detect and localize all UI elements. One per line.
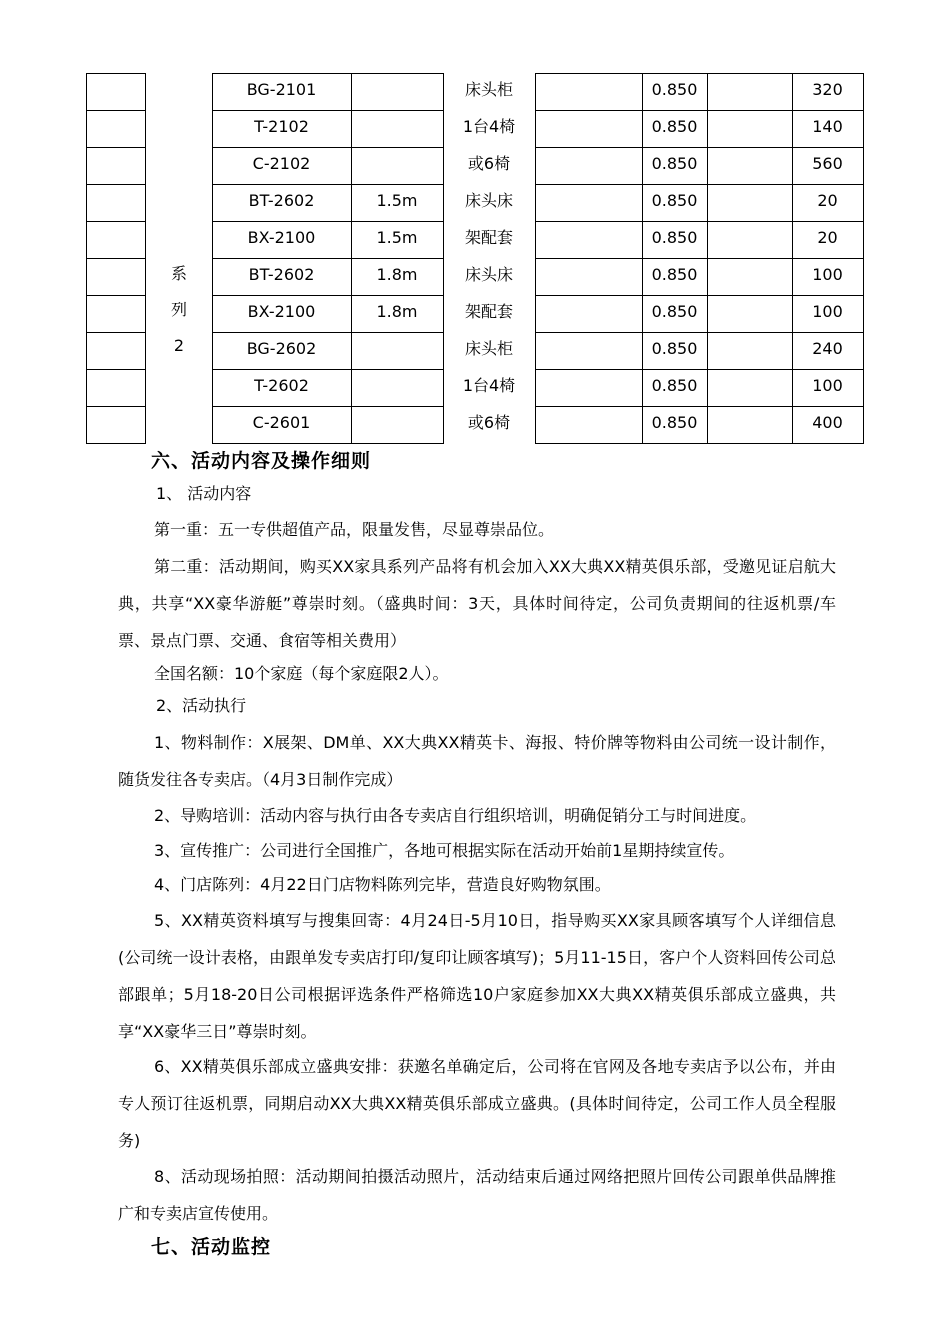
table-cell-desc: 1台4椅 — [462, 117, 516, 136]
table-cell-discount: 0.850 — [651, 228, 698, 247]
table-cell-discount: 0.850 — [651, 376, 698, 395]
table-cell-desc: 架配套 — [464, 228, 513, 247]
table-cell-qty: 100 — [812, 265, 843, 284]
paragraph: 全国名额：10个家庭（每个家庭限2人）。 — [154, 664, 449, 683]
table-cell-model: BX-2100 — [247, 302, 316, 321]
table-cell-size: 1.5m — [376, 228, 418, 247]
paragraph: 第一重：五一专供超值产品，限量发售，尽显尊崇品位。 — [154, 520, 555, 539]
table-rule — [212, 369, 444, 370]
table-cell-model: BX-2100 — [247, 228, 316, 247]
table-cell-model: T-2602 — [254, 376, 309, 395]
subheading-execution: 2、活动执行 — [156, 696, 247, 715]
table-rule — [86, 73, 146, 74]
section-6-title: 六、活动内容及操作细则 — [151, 450, 372, 472]
paragraph: 1、物料制作：X展架、DM单、XX大典XX精英卡、海报、特价牌等物料由公司统一设计制作，随货发往各专卖店。（4月3日制作完成） — [118, 733, 836, 789]
table-rule — [86, 406, 146, 407]
table-rule — [86, 295, 146, 296]
table-cell-desc: 床头柜 — [464, 80, 513, 99]
table-cell-size: 1.5m — [376, 191, 418, 210]
paragraph: 第二重：活动期间，购买XX家具系列产品将有机会加入XX大典XX精英俱乐部，受邀见证启航大典，共享“XX豪华游艇”尊崇时刻。（盛典时间：3天，具体时间待定，公司负责期间的往返机票/车票、景点门票、交通、食宿等相关费用） — [118, 557, 836, 650]
paragraph: 8、活动现场拍照：活动期间拍摄活动照片，活动结束后通过网络把照片回传公司跟单供品牌推广和专卖店宣传使用。 — [118, 1167, 836, 1223]
table-cell-desc: 或6椅 — [467, 154, 511, 173]
table-rule — [535, 443, 864, 444]
table-rule — [86, 332, 146, 333]
table-cell-discount: 0.850 — [651, 413, 698, 432]
table-cell-discount: 0.850 — [651, 117, 698, 136]
table-cell-qty: 20 — [817, 228, 838, 247]
table-cell-model: BT-2602 — [248, 265, 315, 284]
table-rule — [535, 258, 864, 259]
table-rule — [535, 295, 864, 296]
table-cell-desc: 架配套 — [464, 302, 513, 321]
table-rule — [535, 221, 864, 222]
table-rule — [535, 369, 864, 370]
series-label-char: 系 — [170, 264, 187, 283]
table-cell-desc: 或6椅 — [467, 413, 511, 432]
paragraph: 5、XX精英资料填写与搜集回寄：4月24日-5月10日，指导购买XX家具顾客填写个人详细信息(公司统一设计表格，由跟单发专卖店打印/复印让顾客填写)；5月11-15日，客户个人资料回传公司总部跟单；5月18-20日公司根据评选条件严格筛选10户家庭参加XX大典XX精英俱乐部成立盛典，共享“XX豪华三日”尊崇时刻。 — [118, 911, 836, 1041]
table-cell-model: BT-2602 — [248, 191, 315, 210]
table-cell-qty: 140 — [812, 117, 843, 136]
subheading-content: 1、 活动内容 — [156, 484, 252, 503]
table-cell-qty: 100 — [812, 376, 843, 395]
paragraph: 6、XX精英俱乐部成立盛典安排：获邀名单确定后，公司将在官网及各地专卖店予以公布，并由专人预订往返机票，同期启动XX大典XX精英俱乐部成立盛典。(具体时间待定，公司工作人员全程服务) — [118, 1057, 836, 1150]
table-cell-model: C-2102 — [252, 154, 311, 173]
table-cell-size: 1.8m — [376, 265, 418, 284]
table-cell-qty: 560 — [812, 154, 843, 173]
table-cell-qty: 240 — [812, 339, 843, 358]
table-rule — [212, 221, 444, 222]
table-rule — [535, 406, 864, 407]
table-rule — [86, 147, 146, 148]
table-rule — [212, 147, 444, 148]
series-label-char: 列 — [170, 300, 187, 319]
table-rule — [212, 295, 444, 296]
table-cell-qty: 20 — [817, 191, 838, 210]
table-rule — [86, 221, 146, 222]
table-cell-desc: 床头床 — [464, 265, 513, 284]
series-label-char: 2 — [173, 336, 185, 355]
table-rule — [86, 258, 146, 259]
table-rule — [212, 184, 444, 185]
table-cell-model: BG-2602 — [246, 339, 317, 358]
table-rule — [535, 73, 864, 74]
table-rule — [86, 443, 146, 444]
table-cell-discount: 0.850 — [651, 80, 698, 99]
table-cell-qty: 400 — [812, 413, 843, 432]
table-rule — [535, 184, 864, 185]
table-cell-desc: 床头柜 — [464, 339, 513, 358]
table-rule — [535, 332, 864, 333]
table-cell-model: T-2102 — [254, 117, 309, 136]
table-rule — [212, 73, 444, 74]
table-cell-qty: 100 — [812, 302, 843, 321]
table-cell-discount: 0.850 — [651, 265, 698, 284]
section-7-title: 七、活动监控 — [151, 1236, 272, 1258]
paragraph: 2、导购培训：活动内容与执行由各专卖店自行组织培训，明确促销分工与时间进度。 — [154, 806, 757, 825]
paragraph: 4、门店陈列：4月22日门店物料陈列完毕，营造良好购物氛围。 — [154, 875, 611, 894]
table-cell-discount: 0.850 — [651, 302, 698, 321]
table-rule — [535, 147, 864, 148]
table-rule — [212, 332, 444, 333]
table-rule — [535, 110, 864, 111]
table-cell-desc: 1台4椅 — [462, 376, 516, 395]
table-cell-qty: 320 — [812, 80, 843, 99]
paragraph: 3、宣传推广：公司进行全国推广，各地可根据实际在活动开始前1星期持续宣传。 — [154, 841, 735, 860]
table-rule — [212, 258, 444, 259]
table-cell-desc: 床头床 — [464, 191, 513, 210]
table-cell-discount: 0.850 — [651, 339, 698, 358]
table-cell-discount: 0.850 — [651, 191, 698, 210]
table-rule — [212, 110, 444, 111]
table-cell-model: BG-2101 — [246, 80, 317, 99]
table-cell-discount: 0.850 — [651, 154, 698, 173]
product-table — [0, 0, 950, 450]
table-cell-model: C-2601 — [252, 413, 311, 432]
table-rule — [86, 110, 146, 111]
table-rule — [86, 184, 146, 185]
table-rule — [212, 443, 444, 444]
table-cell-size: 1.8m — [376, 302, 418, 321]
table-rule — [212, 406, 444, 407]
table-rule — [86, 369, 146, 370]
